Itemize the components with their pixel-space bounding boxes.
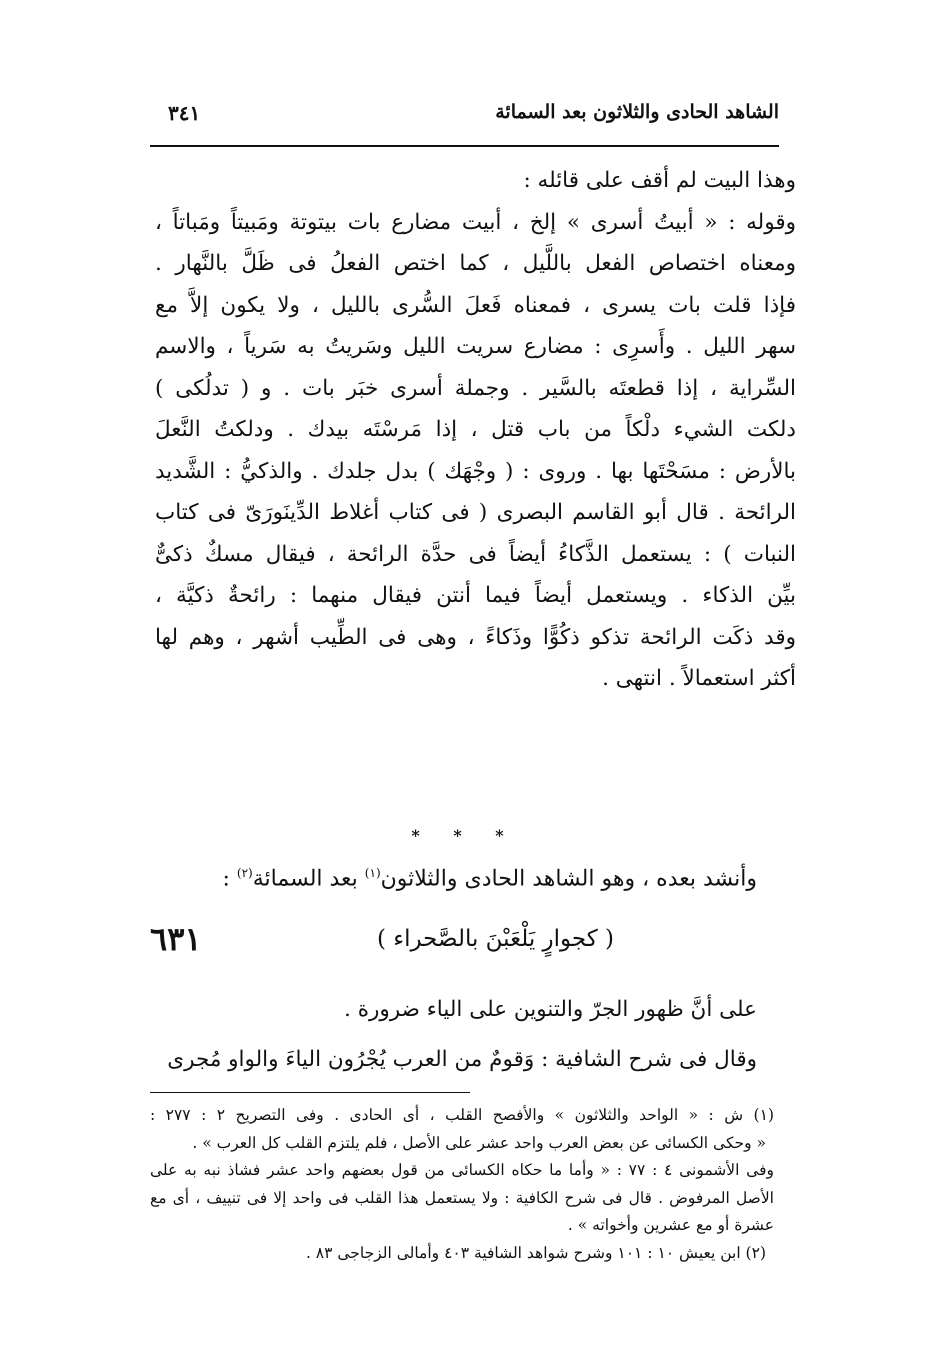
commentary-text-2 <box>167 985 757 1085</box>
running-header-title: الشاهد الحادى والثلاثون بعد السمائة <box>495 101 779 123</box>
footnote-line: الأصل المرفوض . قال فى شرح الكافية : ولا يستعمل هذا القلب فى واحد إلا فى تنييف ، أى مع <box>150 1188 774 1207</box>
footnote-ref-1[interactable]: (١) <box>364 866 381 880</box>
text-line: دلكت الشيء دلْكاً من باب قتل ، إذا مَرسْتَه بيدك . ودلكتُ النَّعلَ <box>155 417 796 442</box>
footnote-line: وفى الأشمونى ٤ : ٧٧ : « وأما ما حكاه الكسائى من قول بعضهم واحد عشر فشاذ نبه به على <box>150 1161 774 1179</box>
header-rule <box>150 145 779 147</box>
footnote-line: عشرة أو مع عشرين وأخواته » . <box>567 1216 774 1234</box>
text-line: وقال فى شرح الشافية : وَقومٌ من العرب يُجْرُون الياءَ والواو مُجرى <box>167 1047 757 1072</box>
text-line: بيِّن الذكاء . ويستعمل أيضاً فيما أنتن فيقال منهما : رائحةٌ ذكيَّة ، <box>155 583 796 608</box>
footnotes <box>150 1102 774 1267</box>
text-line: سهر الليل . وأَسرِى : مضارع سريت الليل وسَريتُ به سَرياً ، والاسم <box>155 334 796 359</box>
text-line: النبات ) : يستعمل الذَّكاءُ أيضاً فى حدَّة الرائحة ، فيقال مسكٌ ذكىٌّ <box>155 541 796 567</box>
footnote-line: « وحكى الكسائى عن بعض العرب واحد عشر على الأصل ، فلم يلتزم القلب كل العرب » . <box>192 1133 766 1152</box>
text-line: ومعناه اختصاص الفعل باللَّيل ، كما اختص الفعلُ فى ظَلَّ بالنَّهار . <box>155 251 796 276</box>
text-line: وقد ذكَت الرائحة تذكو ذكُوًّا وذَكاءً ، وهى فى الطِّيب أشهر ، وهم لها <box>155 624 796 650</box>
footnote-rule <box>150 1092 470 1093</box>
intro-text: وأنشد بعده ، وهو الشاهد الحادى والثلاثون <box>380 866 757 892</box>
text-line: وهذا البيت لم أقف على قائله : <box>523 168 796 193</box>
text-line: بالأرض : مسَحْتَها بها . وروى : ( وجْهَك ) بدل جلدك . والذكيُّ : الشَّديد <box>155 458 796 484</box>
text-line: فإذا قلت بات يسرى ، فمعناه فَعلَ السُّرى بالليل ، ولا يكون إلاَّ مع <box>155 292 796 318</box>
footnote-line: (٢) ابن يعيش ١٠ : ١٠١ وشرح شواهد الشافية ٤٠٣ وأمالى الزجاجى ٨٣ . <box>305 1243 766 1262</box>
text-line: الرائحة . قال أبو القاسم البصرى ( فى كتاب أغلاط الدِّينَورَىّ فى كتاب <box>155 500 796 525</box>
page-number: ٣٤١ <box>168 101 201 125</box>
verse-text: ( كجوارٍ يَلْعَبْنَ بالصَّحراء ) <box>376 926 614 952</box>
shahid-number: ٦٣١ <box>150 920 202 958</box>
text-line: وقوله : « أبيتُ أسرى » إلخ ، أبيت مضارع بات بيتوتة ومَبيتاً ومَباتاً ، <box>155 209 796 235</box>
footnote-line: (١) ش : « الواحد والثلاثون » والأفصح القلب ، أى الحادى . وفى التصريح ٢ : ٢٧٧ : <box>150 1106 774 1124</box>
intro-text: : <box>222 866 237 892</box>
section-separator: * * * <box>411 826 518 845</box>
intro-text: بعد السمائة <box>252 866 365 892</box>
text-line: السِّراية ، إذا قطعتَه بالسَّير . وجملة أسرى خبَر بات . و ( تدلُكى ) <box>155 375 796 401</box>
footnote-ref-2[interactable]: (٢) <box>236 866 253 880</box>
verse-row <box>150 920 796 970</box>
commentary-text <box>155 160 796 700</box>
text-line: أكثر استعمالاً . انتهى . <box>602 666 796 691</box>
text-line: على أنَّ ظهور الجرّ والتنوين على الياء ضرورة . <box>344 997 757 1022</box>
shahid-intro <box>223 866 758 891</box>
